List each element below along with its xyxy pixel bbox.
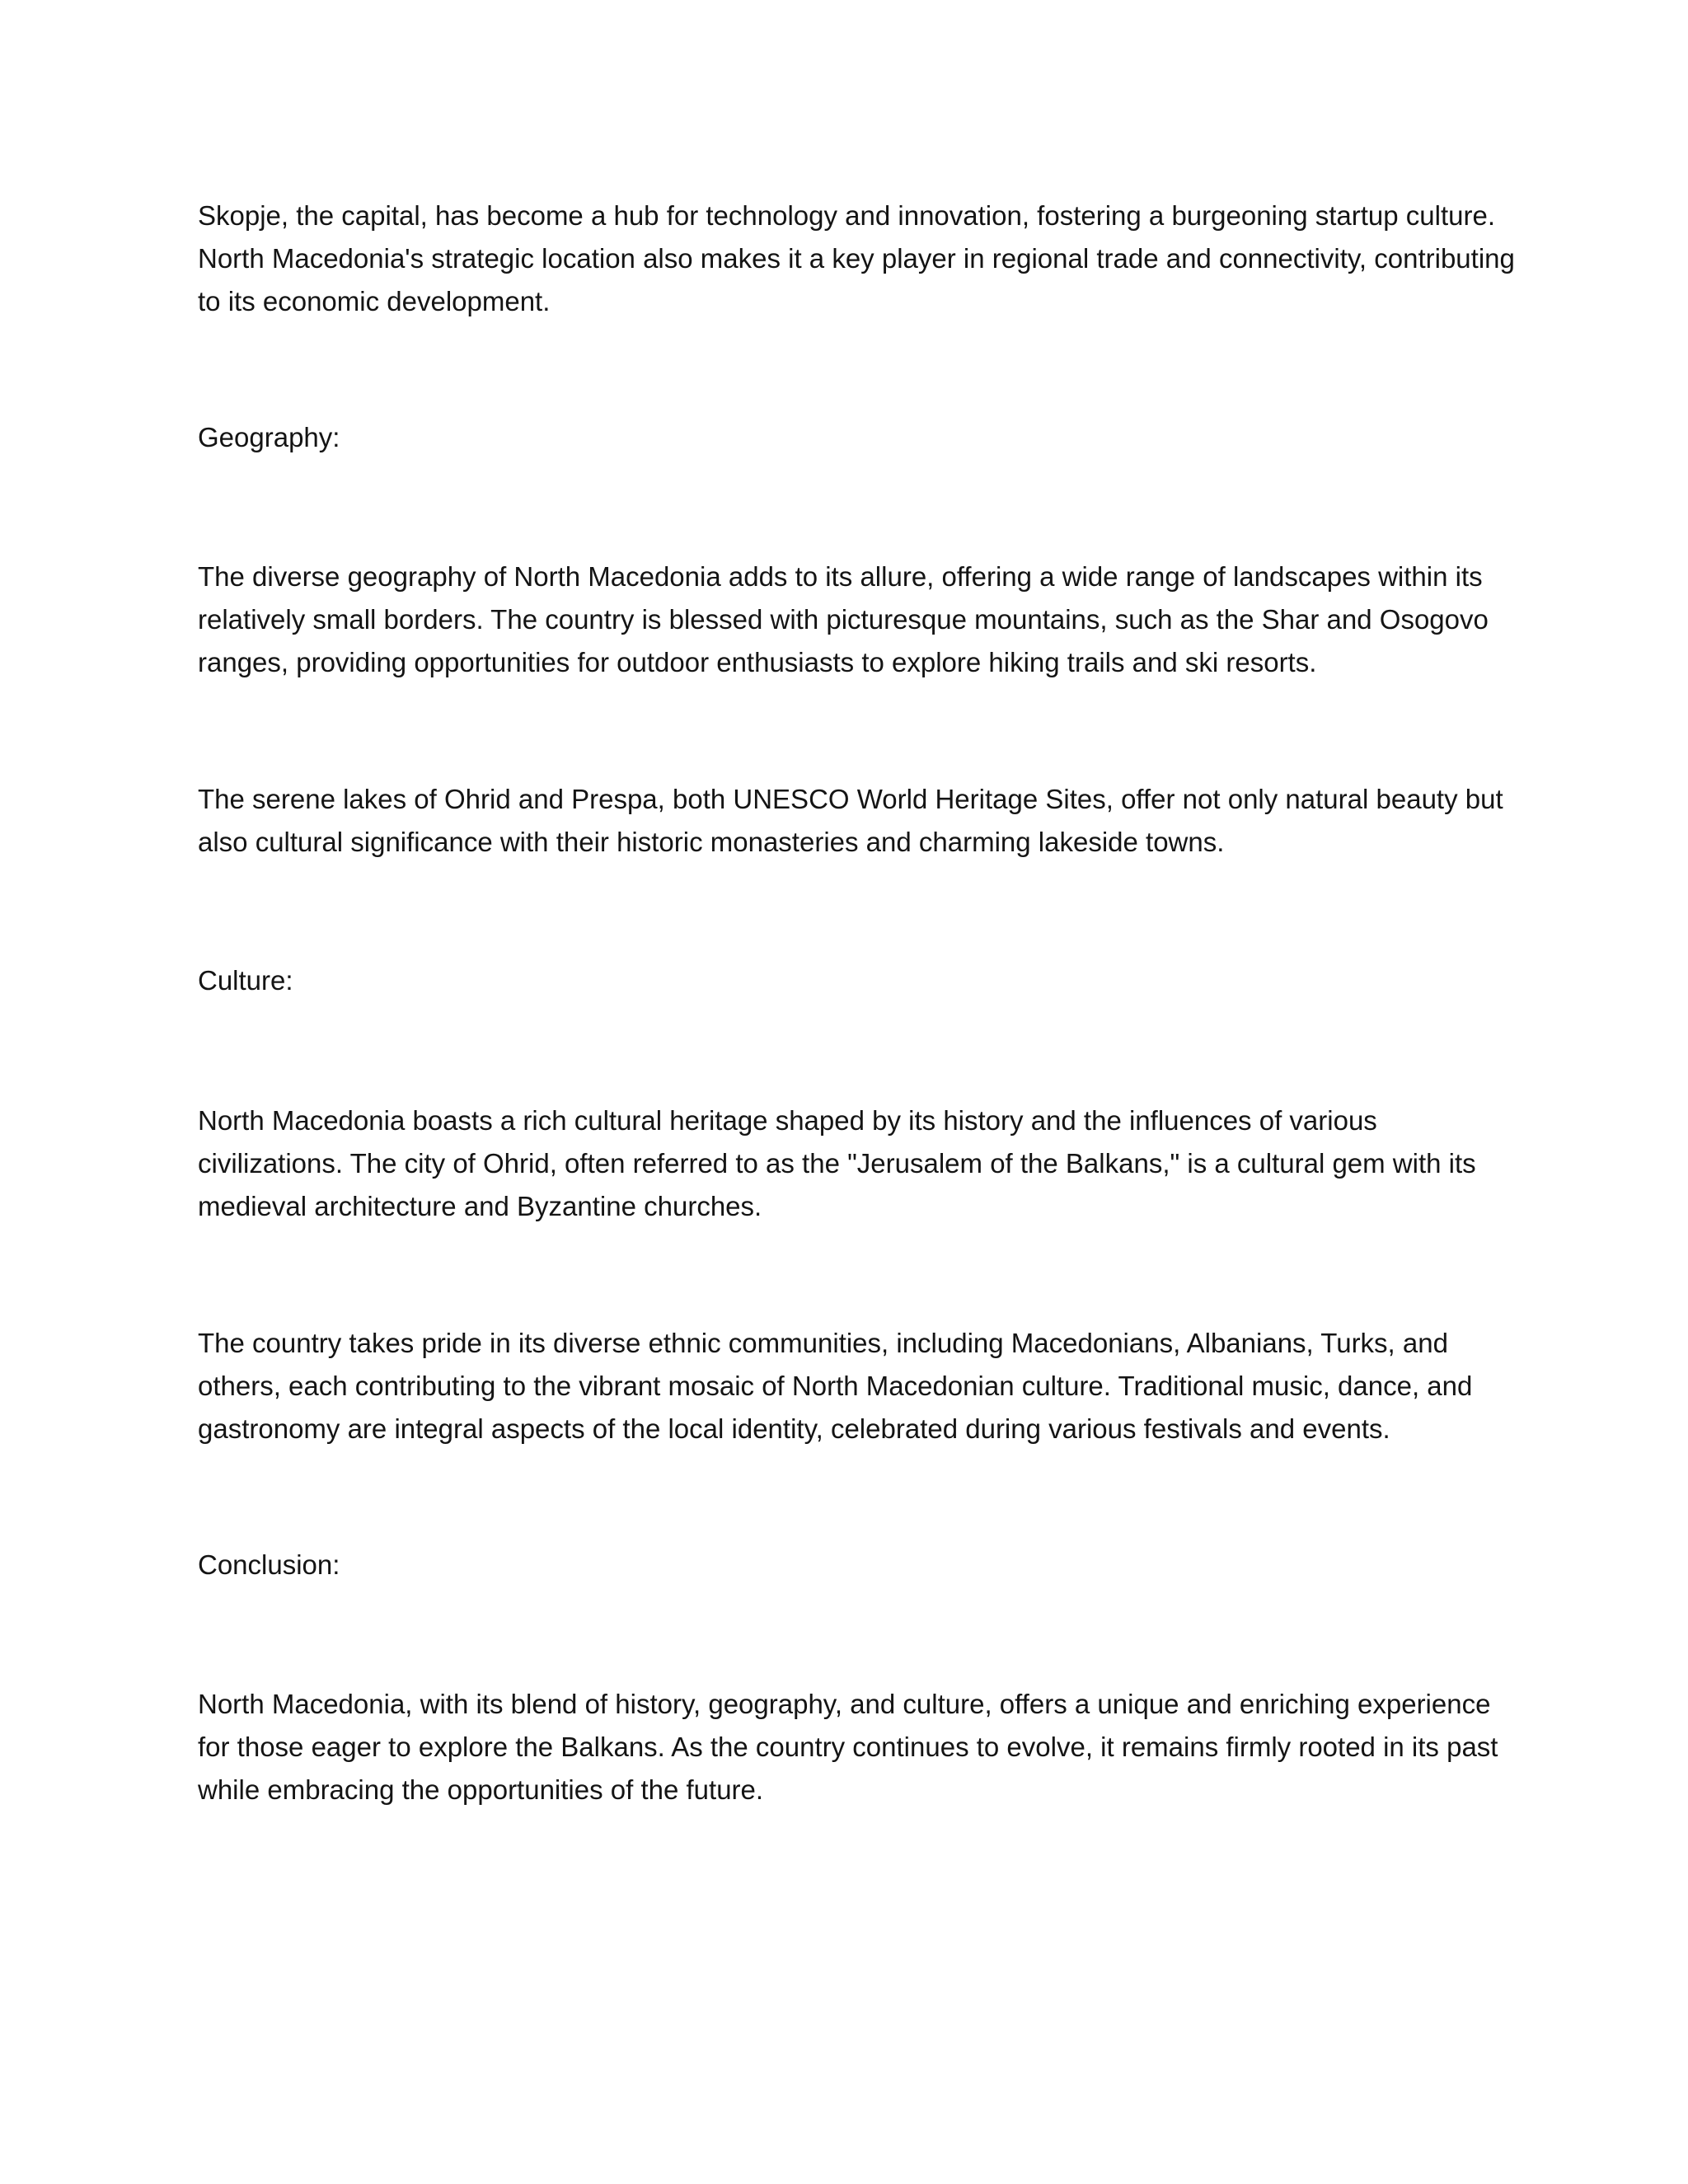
- paragraph-geography-lakes: The serene lakes of Ohrid and Prespa, both UNESCO World Heritage Sites, offer not only natural beauty but also cultural significance with their historic monasteries and charming lakeside towns.: [198, 784, 1503, 857]
- paragraph-geography-mountains: The diverse geography of North Macedonia adds to its allure, offering a wide range of landscapes within its relatively small borders. The country is blessed with picturesque mountains, such as the Shar and Osogovo ranges, providing opportunities for outdoor enthusiasts to explore hiking trails and ski resorts.: [198, 561, 1489, 677]
- paragraph-skopje-economy: Skopje, the capital, has become a hub for technology and innovation, fostering a burgeoning startup culture. North Macedonia's strategic location also makes it a key player in regional trade and connectivity, contributing to its economic development.: [198, 200, 1515, 316]
- paragraph-conclusion: North Macedonia, with its blend of history, geography, and culture, offers a unique and enriching experience for those eager to explore the Balkans. As the country continues to evolve, it remains firmly rooted in its past while embracing the opportunities of the future.: [198, 1689, 1498, 1805]
- paragraph-culture-heritage: North Macedonia boasts a rich cultural heritage shaped by its history and the influences of various civilizations. The city of Ohrid, often referred to as the "Jerusalem of the Balkans," is a cultural gem with its medieval architecture and Byzantine churches.: [198, 1105, 1476, 1221]
- heading-culture: Culture:: [198, 965, 293, 996]
- heading-conclusion: Conclusion:: [198, 1549, 340, 1580]
- paragraph-culture-communities: The country takes pride in its diverse ethnic communities, including Macedonians, Albanians, Turks, and others, each contributing to the vibrant mosaic of North Macedonian culture. Traditional music, dance, and gastronomy are integral aspects of the local identity, celebrated during various festivals and events.: [198, 1328, 1473, 1444]
- heading-geography: Geography:: [198, 422, 340, 452]
